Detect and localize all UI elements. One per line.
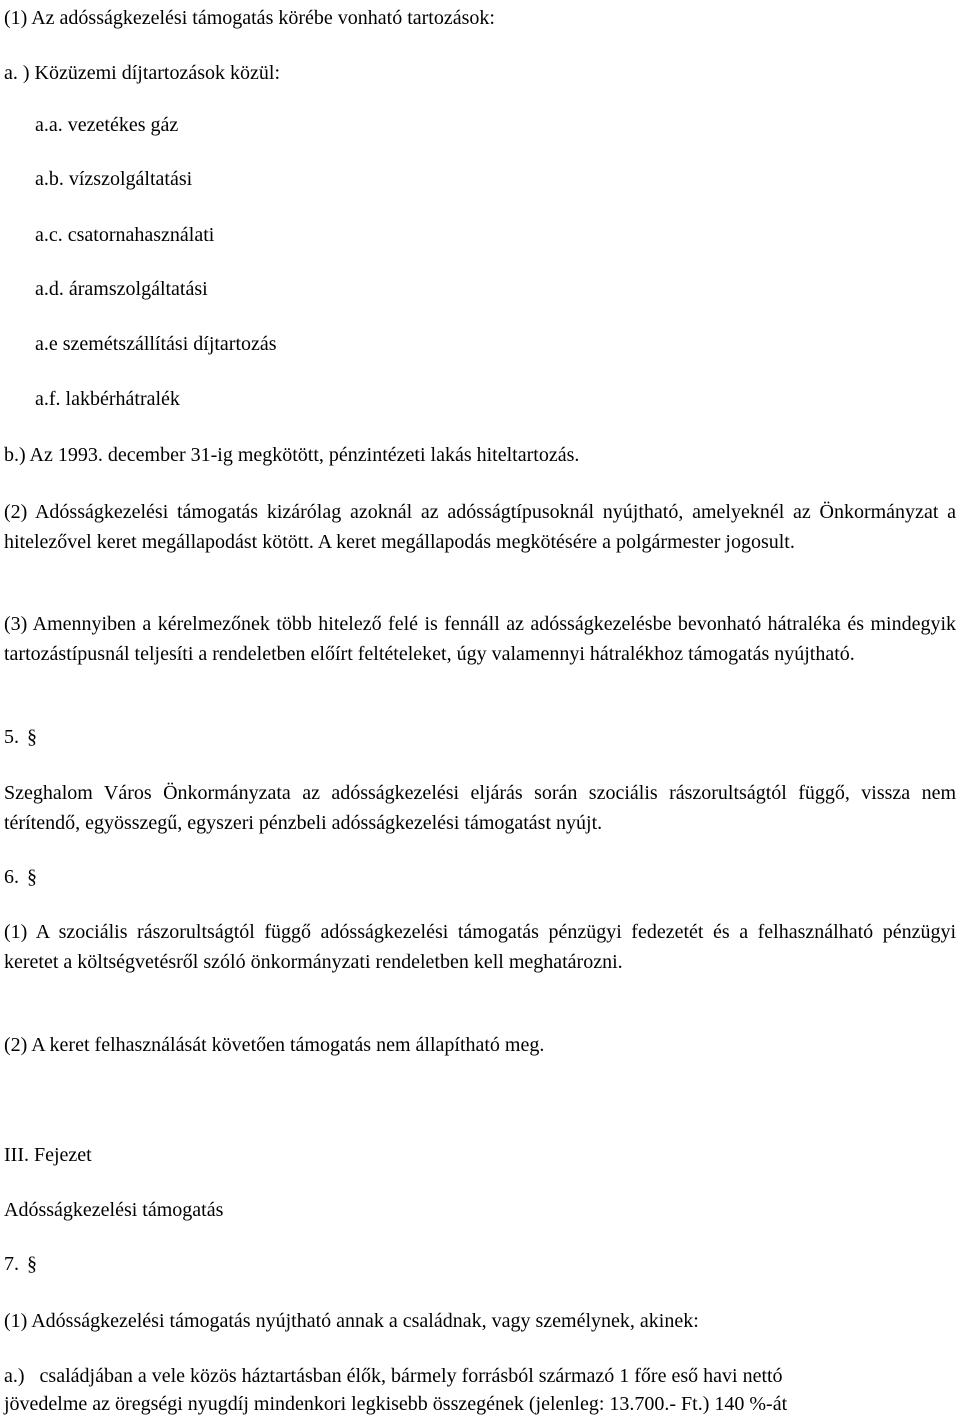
section-5-text: Szeghalom Város Önkormányzata az adósságkezelési eljárás során szociális rászorultságtól függő, vissza nem térítendő, egyösszegű, egyszeri pénzbeli adósságkezelési támogatást nyújt. <box>4 782 956 834</box>
section-number: 7. <box>4 1253 19 1275</box>
paragraph-3: (3) Amennyiben a kérelmezőnek több hitelező felé is fennáll az adósságkezelésbe bevonható hátraléka és mindegyik tartozástípusnál teljesíti a rendeletben előírt feltételeket, úgy valamennyi hátralékhoz támogatás nyújtható. <box>4 613 956 665</box>
section-sign: § <box>27 1253 37 1275</box>
chapter-number: III. Fejezet <box>4 1144 92 1166</box>
section-number: 5. <box>4 726 19 748</box>
list-item: a.d. áramszolgáltatási <box>35 278 208 300</box>
list-item: a.e szemétszállítási díjtartozás <box>35 333 277 355</box>
section-sign: § <box>27 726 37 748</box>
section-7-item-a-line-1: a.) családjában a vele közös háztartásban élők, bármely forrásból származó 1 főre eső havi nettó <box>4 1365 783 1387</box>
section-6-paragraph-1: (1) A szociális rászorultságtól függő adósságkezelési támogatás pénzügyi fedezetét és a felhasználható pénzügyi keretet a költségvetésről szóló önkormányzati rendeletben kell meghatározni. <box>4 921 956 973</box>
section-sign: § <box>27 866 37 888</box>
list-item: a.a. vezetékes gáz <box>35 114 179 136</box>
list-item: a.c. csatornahasználati <box>35 224 215 246</box>
paragraph-2: (2) Adósságkezelési támogatás kizárólag azoknál az adósságtípusoknál nyújtható, amelyeknél az Önkormányzat a hitelezővel keret megállapodást kötött. A keret megállapodás megkötésére a polgármester jogosult. <box>4 501 956 553</box>
item-b-heading: b.) Az 1993. december 31-ig megkötött, pénzintézeti lakás hiteltartozás. <box>4 444 580 466</box>
section-7-item-a-line-2: jövedelme az öregségi nyugdíj mindenkori legkisebb összegének (jelenleg: 13.700.- Ft.) 140 %-át <box>4 1393 788 1415</box>
section-7-paragraph-1: (1) Adósságkezelési támogatás nyújtható annak a családnak, vagy személynek, akinek: <box>4 1310 699 1332</box>
section-intro: (1) Az adósságkezelési támogatás körébe vonható tartozások: <box>4 7 495 29</box>
section-6-paragraph-2: (2) A keret felhasználását követően támogatás nem állapítható meg. <box>4 1034 545 1056</box>
section-6-heading <box>4 865 37 889</box>
list-item: a.b. vízszolgáltatási <box>35 168 193 190</box>
section-number: 6. <box>4 866 19 888</box>
section-5-heading <box>4 725 37 749</box>
item-a-heading: a. ) Közüzemi díjtartozások közül: <box>4 62 281 84</box>
chapter-title: Adósságkezelési támogatás <box>4 1199 224 1221</box>
section-7-heading <box>4 1252 37 1276</box>
list-item: a.f. lakbérhátralék <box>35 388 180 410</box>
